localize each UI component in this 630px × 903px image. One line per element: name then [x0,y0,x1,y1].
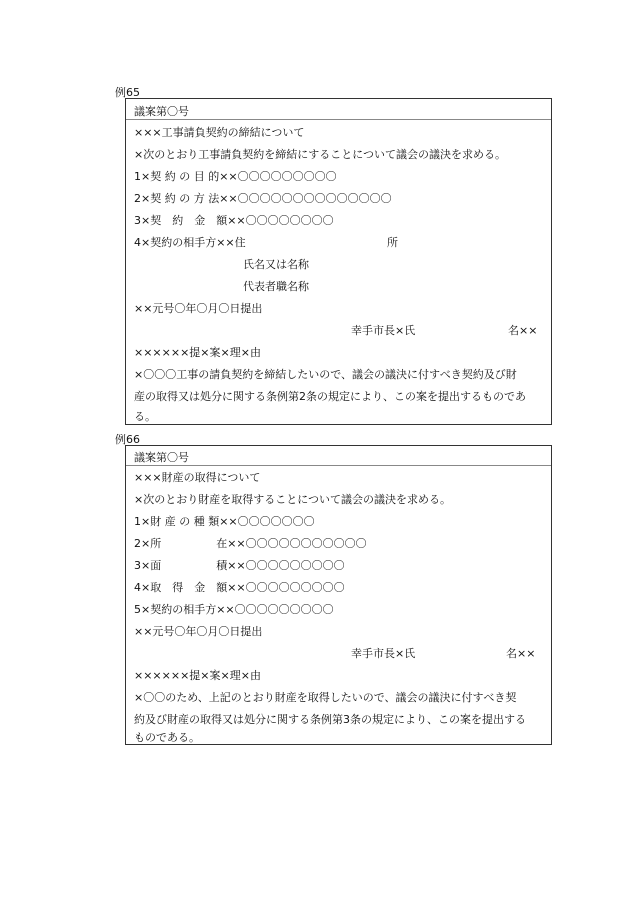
item-method: 2×契 約 の 方 法××〇〇〇〇〇〇〇〇〇〇〇〇〇〇 [134,192,392,205]
reason-line: ×〇〇のため、上記のとおり財産を取得したいので、議会の議決に付すべき契 [134,691,517,704]
reason-heading: ××××××提×案×理×由 [134,346,261,359]
example-66-label: 例66 [115,433,140,446]
bill-subject: ×××財産の取得について [134,471,261,484]
reason-line: る。 [134,410,156,423]
reason-line: ×〇〇〇工事の請負契約を締結したいので、議会の議決に付すべき契約及び財 [134,368,517,381]
submission-date: ××元号〇年〇月〇日提出 [134,302,263,315]
example-65-box [125,98,552,425]
item-party: 4×契約の相手方××住 [134,236,246,249]
divider [126,465,551,466]
divider [126,119,551,120]
item-party-address-suffix: 所 [387,236,398,249]
item-area: 3×面 積××〇〇〇〇〇〇〇〇〇 [134,559,345,572]
bill-title: 議案第〇号 [134,105,189,118]
item-party-name: 氏名又は名称 [243,258,309,271]
bill-title: 議案第〇号 [134,451,189,464]
reason-line: 約及び財産の取得又は処分に関する条例第3条の規定により、この案を提出する [134,713,526,726]
reason-line: 産の取得又は処分に関する条例第2条の規定により、この案を提出するものであ [134,390,526,403]
item-location: 2×所 在××〇〇〇〇〇〇〇〇〇〇〇 [134,537,367,550]
signer: 幸手市長×氏 [351,647,416,660]
item-amount: 4×取 得 金 額××〇〇〇〇〇〇〇〇〇 [134,581,345,594]
example-66-box [125,445,552,745]
reason-line: ものである。 [134,731,200,744]
bill-intro: ×次のとおり工事請負契約を締結にすることについて議会の議決を求める。 [134,148,506,161]
item-type: 1×財 産 の 種 類××〇〇〇〇〇〇〇 [134,515,315,528]
signer: 幸手市長×氏 [351,324,416,337]
reason-heading: ××××××提×案×理×由 [134,669,261,682]
bill-intro: ×次のとおり財産を取得することについて議会の議決を求める。 [134,493,451,506]
signer-suffix: 名×× [506,647,536,660]
item-party: 5×契約の相手方××〇〇〇〇〇〇〇〇〇 [134,603,334,616]
item-party-rep: 代表者職名称 [243,280,309,293]
item-purpose: 1×契 約 の 目 的××〇〇〇〇〇〇〇〇〇 [134,170,337,183]
submission-date: ××元号〇年〇月〇日提出 [134,625,263,638]
bill-subject: ×××工事請負契約の締結について [134,126,305,139]
example-65-label: 例65 [115,86,140,99]
item-amount: 3×契 約 金 額××〇〇〇〇〇〇〇〇 [134,214,334,227]
signer-suffix: 名×× [508,324,538,337]
